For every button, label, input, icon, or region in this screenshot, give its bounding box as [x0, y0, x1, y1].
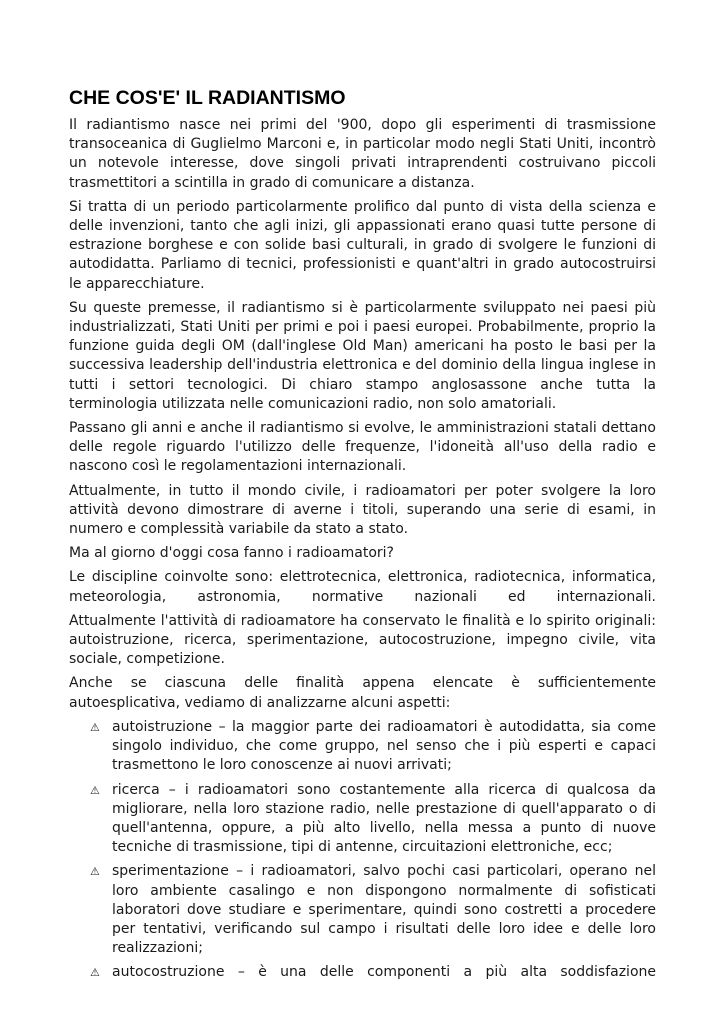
list-item-text: sperimentazione – i radioamatori, salvo pochi casi particolari, operano nel loro ambiente casalingo e non dispongono normalmente di sofisticati laboratori dove studiare e sperimentare, quindi sono costretti a procedere per tentativi, verificando sul campo i risultati delle loro idee e delle loro realizzazioni; — [112, 863, 656, 957]
list-item-text: autoistruzione – la maggior parte dei radioamatori è autodidatta, sia come singolo individuo, che come gruppo, nel senso che i più esperti e capaci trasmettono le loro conoscenze ai nuovi arrivati; — [112, 718, 656, 774]
paragraph: Le discipline coinvolte sono: elettrotecnica, elettronica, radiotecnica, informatica, meteorologia, astronomia, normative nazionali ed internazionali. — [69, 569, 656, 605]
list-item-text: autocostruzione – è una delle componenti a più alta soddisfazione — [112, 964, 656, 981]
bullet-icon: ⚠ — [90, 865, 100, 879]
paragraph: Anche se ciascuna delle finalità appena elencate è sufficientemente autoesplicativa, vediamo di analizzarne alcuni aspetti: — [69, 675, 656, 711]
paragraph: Attualmente, in tutto il mondo civile, i radioamatori per poter svolgere la loro attività devono dimostrare di averne i titoli, superando una serie di esami, in numero e complessità variabile da stato a stato. — [69, 482, 656, 538]
paragraph: Attualmente l'attività di radioamatore ha conservato le finalità e lo spirito originali: autoistruzione, ricerca, sperimentazione, autocostruzione, impegno civile, vita sociale, competizione. — [69, 612, 656, 668]
aspects-list — [69, 718, 656, 983]
paragraph: Passano gli anni e anche il radiantismo si evolve, le amministrazioni statali dettano delle regole riguardo l'utilizzo delle frequenze, l'idoneità all'uso della radio e nascono così le regolamentazioni internazionali. — [69, 420, 656, 475]
bullet-icon: ⚠ — [90, 966, 100, 980]
document-page — [69, 80, 656, 988]
list-item — [90, 963, 656, 982]
list-item — [90, 862, 656, 958]
list-item — [90, 781, 656, 858]
paragraph: Su queste premesse, il radiantismo si è particolarmente sviluppato nei paesi più industrializzati, Stati Uniti per primi e poi i paesi europei. Probabilmente, proprio la funzione guida degli OM (dall'inglese Old Man) americani ha posto le basi per la successiva leadership dell'industria elettronica e del dominio della lingua inglese in tutti i settori tecnologici. Di chiaro stampo anglosassone anche tutta la terminologia utilizzata nelle comunicazioni radio, non solo amatoriali. — [69, 299, 656, 412]
paragraph: Si tratta di un periodo particolarmente prolifico dal punto di vista della scienza e delle invenzioni, tanto che agli inizi, gli appassionati erano quasi tutte persone di estrazione borghese e con solide basi culturali, in grado di svolgere le funzioni di autodidatta. Parliamo di tecnici, professionisti e quant'altri in grado autocostruirsi le apparecchiature. — [69, 198, 656, 292]
list-item — [90, 718, 656, 776]
bullet-icon: ⚠ — [90, 783, 100, 797]
page-title: CHE COS'E' IL RADIANTISMO — [69, 87, 346, 109]
list-item-text: ricerca – i radioamatori sono costantemente alla ricerca di qualcosa da migliorare, nella loro stazione radio, nelle prestazione di quell'apparato o di quell'antenna, oppure, a più alto livello, nella messa a punto di nuove tecniche di trasmissione, tipi di antenne, circuitazioni elettroniche, ecc; — [112, 781, 656, 856]
bullet-icon: ⚠ — [90, 720, 100, 734]
paragraph: Ma al giorno d'oggi cosa fanno i radioamatori? — [69, 545, 394, 562]
paragraph: Il radiantismo nasce nei primi del '900, dopo gli esperimenti di trasmissione transoceanica di Guglielmo Marconi e, in particolar modo negli Stati Uniti, incontrò un notevole interesse, dove singoli privati intraprendenti costruivano piccoli trasmettitori a scintilla in grado di comunicare a distanza. — [69, 117, 656, 191]
